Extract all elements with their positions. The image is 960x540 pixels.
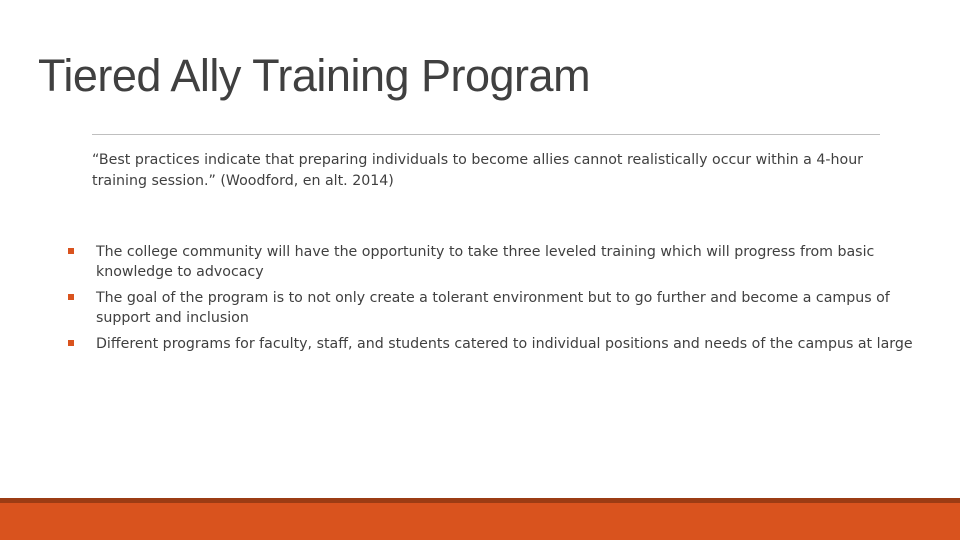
list-item bbox=[68, 242, 928, 282]
bullet-text: The college community will have the opportunity to take three leveled training which will progress from basic knowledge to advocacy bbox=[96, 244, 875, 280]
slide-title: Tiered Ally Training Program bbox=[38, 50, 591, 101]
bullet-text: Different programs for faculty, staff, and students catered to individual positions and needs of the campus at large bbox=[96, 336, 913, 352]
quote-text: “Best practices indicate that preparing individuals to become allies cannot realistically occur within a 4-hour training session.” (Woodford, en alt. 2014) bbox=[92, 152, 864, 189]
square-bullet-icon bbox=[68, 294, 74, 300]
list-item bbox=[68, 334, 928, 354]
list-item bbox=[68, 288, 928, 328]
title-divider bbox=[92, 134, 880, 135]
bullet-list bbox=[68, 242, 928, 360]
square-bullet-icon bbox=[68, 248, 74, 254]
square-bullet-icon bbox=[68, 340, 74, 346]
footer-accent-bar bbox=[0, 503, 960, 540]
bullet-text: The goal of the program is to not only create a tolerant environment but to go further and become a campus of support and inclusion bbox=[96, 290, 890, 326]
